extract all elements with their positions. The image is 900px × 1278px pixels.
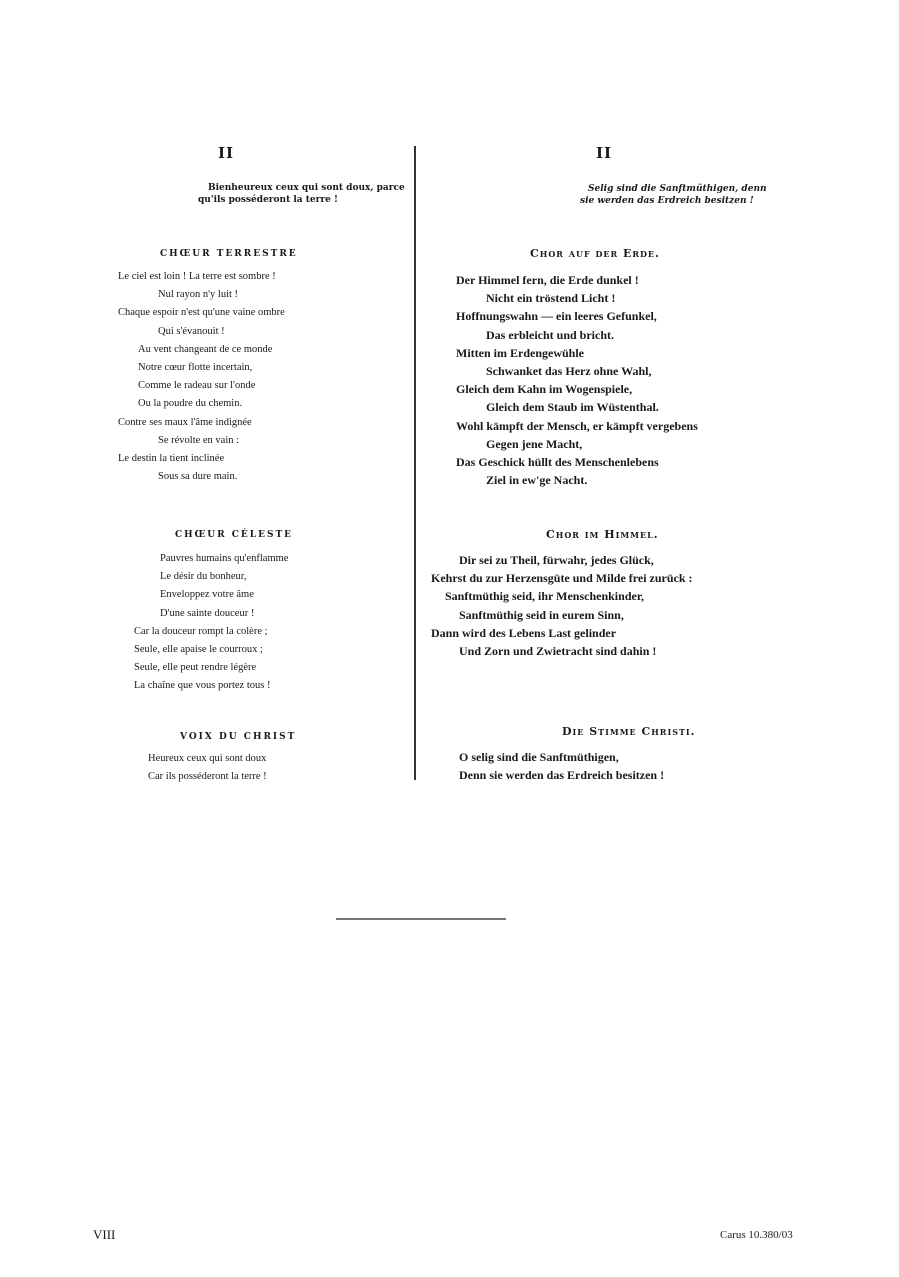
verse-line: Nicht ein tröstend Licht !: [486, 291, 616, 306]
epigraph-fr-line: qu'ils posséderont la terre !: [198, 195, 338, 205]
closing-rule: [336, 918, 506, 920]
epigraph-fr: [198, 182, 408, 206]
verse-line: Der Himmel fern, die Erde dunkel !: [456, 273, 639, 287]
verse-line: Sanftmüthig seid in eurem Sinn,: [459, 607, 624, 622]
verse-voix-du-christ: [148, 750, 267, 786]
epigraph-de-line: Selig sind die Sanftmüthigen, denn: [588, 184, 767, 194]
verse-line: Gleich dem Kahn im Wogenspiele,: [456, 382, 633, 397]
verse-line: Ou la poudre du chemin.: [138, 398, 243, 410]
verse-line: Le ciel est loin ! La terre est sombre !: [118, 271, 276, 282]
heading-chor-erde: Chor auf der Erde.: [530, 247, 660, 260]
verse-line: Denn sie werden das Erdreich besitzen !: [459, 768, 665, 783]
verse-line: Sous sa dure main.: [158, 471, 238, 483]
heading-choeur-celeste: CHŒUR CÉLESTE: [175, 530, 294, 540]
column-divider: [414, 146, 416, 780]
verse-line: Dann wird des Lebens Last gelinder: [431, 625, 617, 640]
verse-line: O selig sind die Sanftmüthigen,: [459, 750, 619, 764]
section-numeral-de: II: [596, 144, 613, 162]
verse-chor-erde: [456, 271, 698, 489]
epigraph-de-line: sie werden das Erdreich besitzen !: [580, 196, 754, 206]
verse-line: Das erbleicht und bricht.: [486, 327, 615, 342]
verse-line: Ziel in ew'ge Nacht.: [486, 473, 588, 488]
verse-line: Heureux ceux qui sont doux: [148, 753, 267, 764]
verse-line: Dir sei zu Theil, fürwahr, jedes Glück,: [459, 553, 654, 567]
verse-line: Wohl kämpft der Mensch, er kämpft vergebens: [456, 418, 698, 433]
verse-line: Enveloppez votre âme: [160, 589, 254, 601]
verse-line: D'une sainte douceur !: [160, 607, 255, 619]
verse-line: Seule, elle peut rendre légère: [134, 662, 257, 674]
verse-line: Car la douceur rompt la colère ;: [134, 625, 268, 637]
verse-line: Mitten im Erdengewühle: [456, 345, 584, 360]
verse-line: La chaîne que vous portez tous !: [134, 680, 271, 692]
verse-line: Au vent changeant de ce monde: [138, 343, 273, 355]
verse-line: Contre ses maux l'âme indignée: [118, 416, 252, 428]
verse-line: Qui s'évanouit !: [158, 325, 225, 337]
epigraph-fr-line: Bienheureux ceux qui sont doux, parce: [208, 183, 405, 193]
epigraph-de: [580, 183, 790, 207]
section-numeral-fr: II: [218, 144, 235, 162]
verse-line: Chaque espoir n'est qu'une vaine ombre: [118, 307, 285, 319]
verse-line: Das Geschick hüllt des Menschenlebens: [456, 454, 659, 469]
heading-voix-du-christ: VOIX DU CHRIST: [180, 732, 297, 742]
verse-line: Hoffnungswahn — ein leeres Gefunkel,: [456, 309, 657, 324]
verse-line: Kehrst du zur Herzensgüte und Milde frei zurück :: [431, 571, 693, 586]
verse-line: Sanftmüthig seid, ihr Menschenkinder,: [445, 589, 645, 604]
verse-line: Und Zorn und Zwietracht sind dahin !: [459, 643, 657, 658]
verse-line: Le désir du bonheur,: [160, 571, 247, 583]
verse-line: Gleich dem Staub im Wüstenthal.: [486, 400, 659, 415]
catalog-number: Carus 10.380/03: [720, 1229, 793, 1241]
verse-line: Gegen jene Macht,: [486, 436, 583, 451]
verse-line: Car ils posséderont la terre !: [148, 771, 267, 783]
heading-chor-himmel: Chor im Himmel.: [546, 528, 659, 541]
verse-chor-himmel: [431, 551, 693, 660]
verse-line: Le destin la tient inclinée: [118, 452, 225, 464]
page-number: VIII: [93, 1227, 116, 1242]
verse-line: Seule, elle apaise le courroux ;: [134, 643, 263, 655]
verse-line: Schwanket das Herz ohne Wahl,: [486, 363, 652, 378]
heading-stimme-christi: Die Stimme Christi.: [562, 725, 696, 738]
verse-choeur-terrestre: [118, 268, 285, 486]
verse-line: Se révolte en vain :: [158, 434, 240, 446]
verse-line: Nul rayon n'y luit !: [158, 289, 239, 301]
verse-line: Comme le radeau sur l'onde: [138, 380, 256, 392]
verse-line: Notre cœur flotte incertain,: [138, 361, 253, 373]
verse-line: Pauvres humains qu'enflamme: [160, 553, 289, 564]
verse-choeur-celeste: [134, 550, 288, 696]
verse-stimme-christi: [459, 748, 664, 784]
heading-choeur-terrestre: CHŒUR TERRESTRE: [160, 249, 298, 259]
